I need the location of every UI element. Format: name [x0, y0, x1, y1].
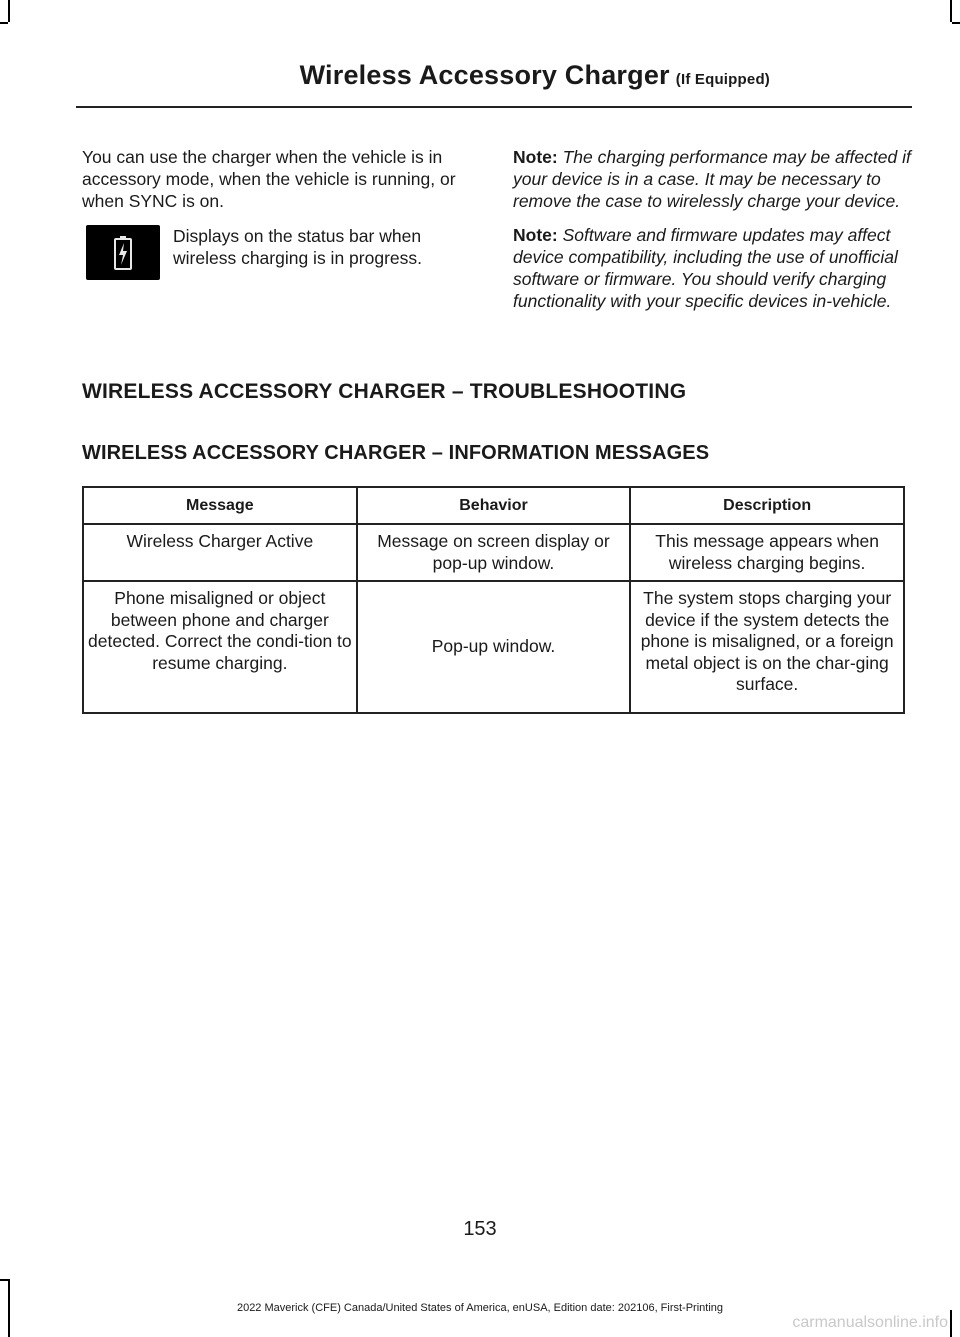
note-text: The charging performance may be affected if your device is in a case. It may be necessary to remove the case to wirelessly charge your device.	[513, 147, 911, 211]
note-label: Note:	[513, 147, 558, 167]
crop-mark	[0, 22, 8, 24]
crop-mark	[952, 22, 960, 24]
section-heading: WIRELESS ACCESSORY CHARGER – TROUBLESHOOTING	[82, 380, 687, 403]
note-label: Note:	[513, 225, 558, 245]
column-header-description: Description	[630, 487, 904, 524]
battery-charging-icon	[86, 225, 160, 280]
right-column	[513, 146, 911, 324]
note-2	[513, 224, 911, 312]
table-header-row	[83, 487, 904, 524]
note-text: Software and firmware updates may affect device compatibility, including the use of unofficial software or firmware. You should verify charging functionality with your specific devices in-vehicle.	[513, 225, 898, 311]
table-cell-description: The system stops charging your device if the system detects the phone is misaligned, or a foreign metal object is on the char-ging surface.	[630, 581, 904, 713]
header-divider	[76, 106, 912, 108]
status-icon-row	[82, 225, 482, 280]
table-row	[83, 524, 904, 581]
footer-edition-info: 2022 Maverick (CFE) Canada/United States of America, enUSA, Edition date: 202106, First-Printing	[236, 1302, 724, 1314]
table-row	[83, 581, 904, 713]
icon-caption: Displays on the status bar when wireless charging is in progress.	[173, 226, 422, 268]
crop-mark	[950, 0, 952, 22]
column-header-message: Message	[83, 487, 357, 524]
intro-paragraph: You can use the charger when the vehicle is in accessory mode, when the vehicle is running, or when SYNC is on.	[82, 147, 456, 211]
left-column	[82, 146, 482, 280]
table-cell-message: Phone misaligned or object between phone and charger detected. Correct the condi-tion to resume charging.	[83, 581, 357, 713]
page-number: 153	[463, 1218, 497, 1240]
header-title: Wireless Accessory Charger	[299, 60, 670, 90]
page-header	[300, 60, 770, 91]
crop-mark	[8, 0, 10, 22]
subsection-heading: WIRELESS ACCESSORY CHARGER – INFORMATION MESSAGES	[82, 442, 710, 464]
watermark: carmanualsonline.info	[792, 1314, 948, 1331]
note-1	[513, 146, 911, 212]
crop-mark	[0, 1279, 8, 1281]
crop-mark	[950, 1310, 952, 1337]
table-cell-behavior: Pop-up window.	[357, 581, 631, 713]
table-cell-message: Wireless Charger Active	[83, 524, 357, 581]
table-cell-description: This message appears when wireless charging begins.	[630, 524, 904, 581]
header-subtitle: (If Equipped)	[675, 71, 770, 88]
column-header-behavior: Behavior	[357, 487, 631, 524]
information-messages-table	[82, 486, 905, 714]
table-cell-behavior: Message on screen display or pop-up window.	[357, 524, 631, 581]
